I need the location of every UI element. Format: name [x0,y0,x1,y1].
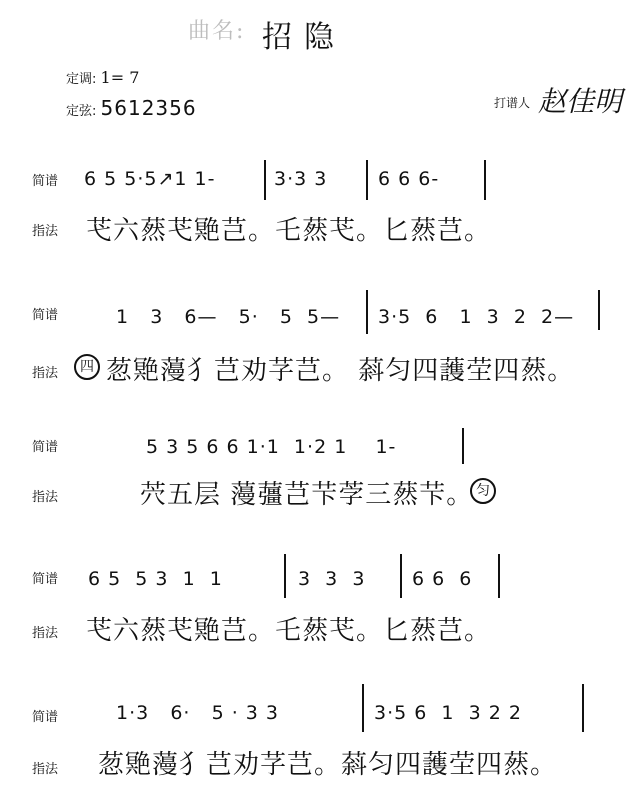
barline [264,160,266,200]
jianpu-measure: 3·5 6 1 3 2 2 [374,702,522,724]
fingering-label: 指法 [32,626,59,641]
fingering-line: 䓤䒌䕕犭芑劝芓芑。䔑匀四䕶茔四䔳。 [98,750,558,780]
tuning-value: 5612356 [100,96,197,120]
title-label: 曲名: [188,19,246,44]
jianpu-line: 1·3 6· 5 · 3 3 [116,702,280,724]
jianpu-label: 简谱 [32,308,59,323]
jianpu-line: 6 5 5 3 1 1 [88,568,223,590]
fingering-label: 指法 [32,366,59,381]
key-value: 1= 7 [100,68,140,87]
key-row [66,68,139,87]
fingering-label: 指法 [32,762,59,777]
barline [400,554,402,598]
transcriber-name: 赵佳明 [538,85,623,118]
key-label: 定调: [66,72,97,87]
jianpu-measure: 3·5 6 1 3 2 2— [378,306,575,328]
barline [366,290,368,334]
fingering-label: 指法 [32,224,59,239]
barline [284,554,286,598]
jianpu-label: 简谱 [32,572,59,587]
jianpu-line: 5 3 5 6 6 1·1 1·2 1 1- [146,436,397,458]
barline [484,160,486,200]
jianpu-line: 1 3 6— 5· 5 5— [116,306,341,328]
jianpu-measure: 3·3 3 [274,168,328,190]
tuning-row [66,96,197,120]
circle-mark: 四 [74,354,100,380]
fingering-line: 䓤䒌䕕犭芑劝芓芑。 䔑匀四䕶茔四䔳。 [106,356,575,386]
barline [582,684,584,732]
transcriber-label: 打谱人 [494,96,531,110]
fingering-line: 芅六䔳芅䒌芑。乇䔳芅。匕䔳芑。 [86,616,492,646]
fingering-line: 茓五层 䕕䕬芑芐茡三䔳芐。 [140,480,474,510]
fingering-line: 芅六䔳芅䒌芑。乇䔳芅。匕䔳芑。 [86,216,492,246]
fingering-label: 指法 [32,490,59,505]
page-title: 招隐 [262,20,346,55]
jianpu-measure: 6 6 6- [378,168,440,190]
circle-mark: 匀 [470,478,496,504]
tuning-label: 定弦: [66,104,97,119]
jianpu-measure: 3 3 3 [298,568,366,590]
jianpu-label: 简谱 [32,174,59,189]
jianpu-measure: 6 6 6 [412,568,473,590]
barline [598,290,600,330]
jianpu-label: 简谱 [32,440,59,455]
barline [462,428,464,464]
barline [498,554,500,598]
jianpu-label: 简谱 [32,710,59,725]
jianpu-line: 6 5 5·5↗1 1- [84,168,216,190]
barline [366,160,368,200]
barline [362,684,364,732]
